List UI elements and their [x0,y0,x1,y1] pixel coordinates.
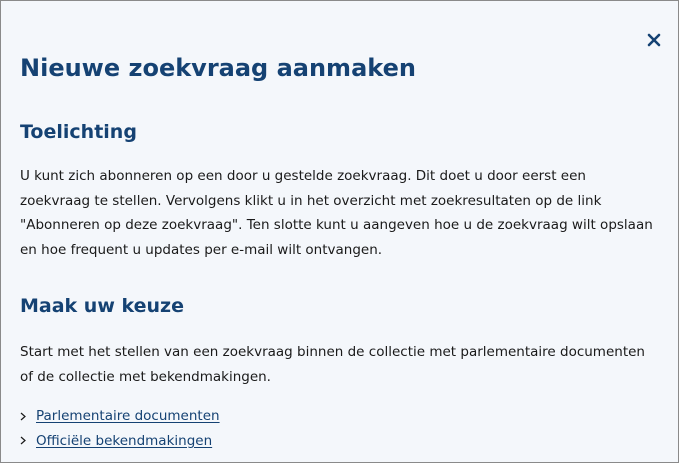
explanation-heading: Toelichting [20,121,137,143]
choice-heading: Maak uw keuze [20,295,184,317]
explanation-line: zoekvraag te stellen. Vervolgens klikt u in het overzicht met zoekresultaten op de link [20,192,602,209]
explanation-line: "Abonneren op deze zoekvraag". Ten slotte kunt u aangeven hoe u de zoekvraag wilt opslaan [20,217,653,233]
explanation-line: en hoe frequent u updates per e-mail wilt ontvangen. [20,241,383,258]
collection-link-list [20,404,220,453]
list-item [20,429,220,454]
list-item [20,404,220,429]
chevron-right-icon [20,436,36,445]
explanation-line: U kunt zich abonneren op een door u gestelde zoekvraag. Dit doet u door eerst een [20,168,586,184]
chevron-right-icon [20,412,36,421]
close-button[interactable] [641,27,667,53]
official-announcements-link[interactable]: Officiële bekendmakingen [36,432,213,449]
choice-line: Start met het stellen van een zoekvraag binnen de collectie met parlementaire documenten [20,344,645,360]
choice-line: of de collectie met bekendmakingen. [20,368,271,385]
parliamentary-documents-link[interactable]: Parlementaire documenten [36,408,220,425]
choice-text [20,340,645,389]
dialog-title: Nieuwe zoekvraag aanmaken [20,54,416,82]
explanation-text [20,164,653,262]
close-icon [647,33,661,47]
